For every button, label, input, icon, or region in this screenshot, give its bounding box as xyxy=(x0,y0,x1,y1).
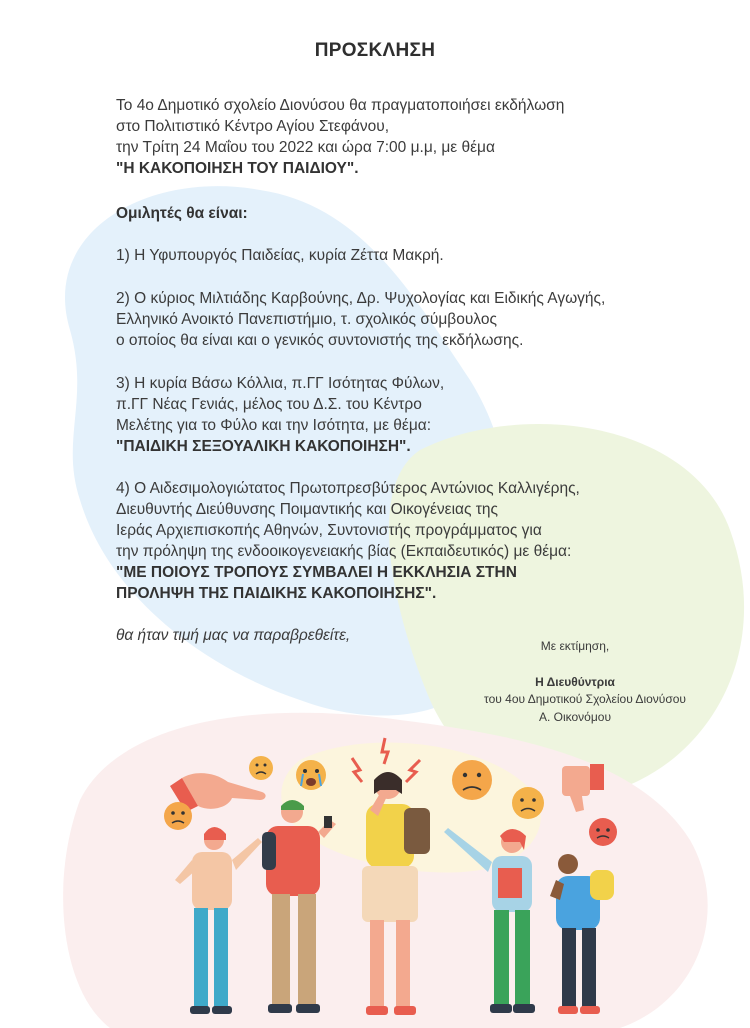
person-girl-book xyxy=(444,828,535,1013)
person-man-phone xyxy=(262,800,336,1013)
person-girl-distressed xyxy=(362,772,430,1015)
sad-face-icon xyxy=(249,756,273,780)
crying-face-icon xyxy=(296,760,326,790)
page-title: ΠΡΟΣΚΛΗΣΗ xyxy=(314,40,436,61)
speaker-3-line-3: Μελέτης για το Φύλο και την Ισότητα, με θέμα: xyxy=(116,417,432,434)
person-woman-pointing xyxy=(175,827,262,1014)
speaker-4-topic-line-1: "ΜΕ ΠΟΙΟΥΣ ΤΡΟΠΟΥΣ ΣΥΜΒΑΛΕΙ Η ΕΚΚΛΗΣΙΑ ΣΤΗΝ xyxy=(116,564,517,581)
speaker-4-line-4: την πρόληψη της ενδοοικογενειακής βίας (Εκπαιδευτικός) με θέμα: xyxy=(116,543,572,560)
speaker-4-topic-line-2: ΠΡΟΛΗΨΗ ΤΗΣ ΠΑΙΔΙΚΗΣ ΚΑΚΟΠΟΙΗΣΗΣ". xyxy=(116,585,437,602)
mad-face-icon xyxy=(589,818,617,846)
speaker-2-line-2: Ελληνικό Ανοικτό Πανεπιστήμιο, τ. σχολικός σύμβουλος xyxy=(116,311,497,328)
event-title: "Η ΚΑΚΟΠΟΙΗΣΗ ΤΟΥ ΠΑΙΔΙΟΥ". xyxy=(116,160,359,177)
speakers-heading: Ομιλητές θα είναι: xyxy=(116,205,248,222)
speaker-3-line-2: π.ΓΓ Νέας Γενιάς, μέλος του Δ.Σ. του Κέντρο xyxy=(116,396,422,413)
closing-text: θα ήταν τιμή μας να παραβρεθείτε, xyxy=(116,627,351,644)
person-boy-hiding xyxy=(550,854,614,1014)
thumbs-down-icon xyxy=(562,764,604,812)
signature-role: Η Διευθύντρια xyxy=(535,675,615,689)
worried-face-icon xyxy=(452,760,492,800)
speaker-4-line-1: 4) Ο Αιδεσιμολογιώτατος Πρωτοπρεσβύτερος Αντώνιος Καλλιγέρης, xyxy=(116,480,580,497)
illustration-people-emoji xyxy=(0,720,750,1028)
speaker-3-line-1: 3) Η κυρία Βάσω Κόλλια, π.ΓΓ Ισότητας Φύλων, xyxy=(116,375,445,392)
speaker-2-line-1: 2) Ο κύριος Μιλτιάδης Καρβούνης, Δρ. Ψυχολογίας και Ειδικής Αγωγής, xyxy=(116,290,606,307)
regards-text: Με εκτίμηση, xyxy=(540,639,610,653)
signature-school: του 4ου Δημοτικού Σχολείου Διονύσου xyxy=(484,692,686,706)
intro-line-1: Το 4ο Δημοτικό σχολείο Διονύσου θα πραγματοποιήσει εκδήλωση xyxy=(116,97,565,114)
intro-line-3: την Τρίτη 24 Μαΐου του 2022 και ώρα 7:00 μ.μ, με θέμα xyxy=(116,139,495,156)
intro-line-2: στο Πολιτιστικό Κέντρο Αγίου Στεφάνου, xyxy=(116,118,389,135)
speaker-1: 1) Η Υφυπουργός Παιδείας, κυρία Ζέττα Μακρή. xyxy=(116,247,444,264)
speaker-2-line-3: ο οποίος θα είναι και ο γενικός συντονιστής της εκδήλωσης. xyxy=(116,332,524,349)
signature-name: Α. Οικονόμου xyxy=(538,710,612,724)
angry-face-icon xyxy=(164,802,192,830)
frown-face-icon xyxy=(512,787,544,819)
speaker-4-line-3: Ιεράς Αρχιεπισκοπής Αθηνών, Συντονιστής προγράμματος για xyxy=(116,522,542,539)
speaker-3-topic: "ΠΑΙΔΙΚΗ ΣΕΞΟΥΑΛΙΚΗ ΚΑΚΟΠΟΙΗΣΗ". xyxy=(116,438,411,455)
speaker-4-line-2: Διευθυντής Διεύθυνσης Ποιμαντικής και Οικογένειας της xyxy=(116,501,498,518)
